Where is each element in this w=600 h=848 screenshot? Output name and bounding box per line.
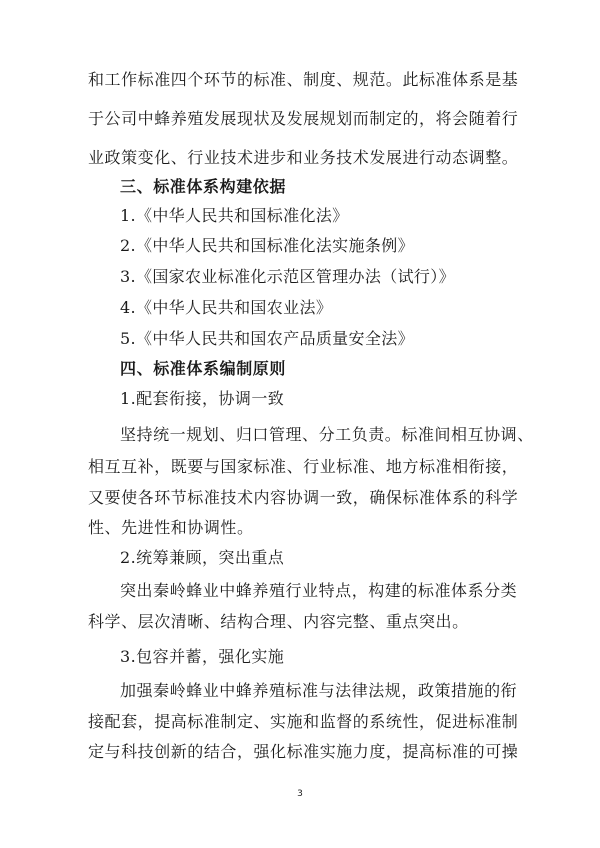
reference-item: 2.《中华人民共和国标准化法实施条例》	[120, 236, 414, 255]
principle-title: 3.包容并蓄，强化实施	[120, 647, 285, 666]
paragraph-line: 科学、层次清晰、结构合理、内容完整、重点突出。	[88, 612, 469, 631]
reference-item: 1.《中华人民共和国标准化法》	[120, 206, 349, 225]
section-heading: 三、标准体系构建依据	[120, 177, 287, 196]
page-number: 3	[297, 789, 303, 799]
paragraph-line: 接配套，提高标准制定、实施和监督的系统性，促进标准制	[88, 712, 519, 731]
paragraph-line: 坚持统一规划、归口管理、分工负责。标准间相互协调、	[120, 425, 534, 444]
paragraph-line: 于公司中蜂养殖发展现状及发展规划而制定的，将会随着行	[88, 109, 519, 128]
principle-title: 2.统筹兼顾，突出重点	[120, 548, 285, 567]
reference-item: 4.《中华人民共和国农业法》	[120, 298, 333, 317]
paragraph-line: 加强秦岭蜂业中蜂养殖标准与法律法规，政策措施的衔	[120, 681, 518, 700]
reference-item: 3.《国家农业标准化示范区管理办法（试行）》	[120, 267, 455, 286]
principle-title: 1.配套衔接，协调一致	[120, 389, 285, 408]
paragraph-line: 业政策变化、行业技术进步和业务技术发展进行动态调整。	[88, 148, 519, 167]
paragraph-line: 性、先进性和协调性。	[88, 518, 254, 537]
paragraph-line: 突出秦岭蜂业中蜂养殖行业特点，构建的标准体系分类	[120, 581, 518, 600]
reference-item: 5.《中华人民共和国农产品质量安全法》	[120, 329, 414, 348]
section-heading: 四、标准体系编制原则	[120, 359, 287, 378]
paragraph-line: 和工作标准四个环节的标准、制度、规范。此标准体系是基	[88, 70, 519, 89]
paragraph-line: 相互互补，既要与国家标准、行业标准、地方标准相衔接，	[88, 457, 519, 476]
paragraph-line: 又要使各环节标准技术内容协调一致，确保标准体系的科学	[88, 488, 519, 507]
paragraph-line: 定与科技创新的结合，强化标准实施力度，提高标准的可操	[88, 742, 519, 761]
